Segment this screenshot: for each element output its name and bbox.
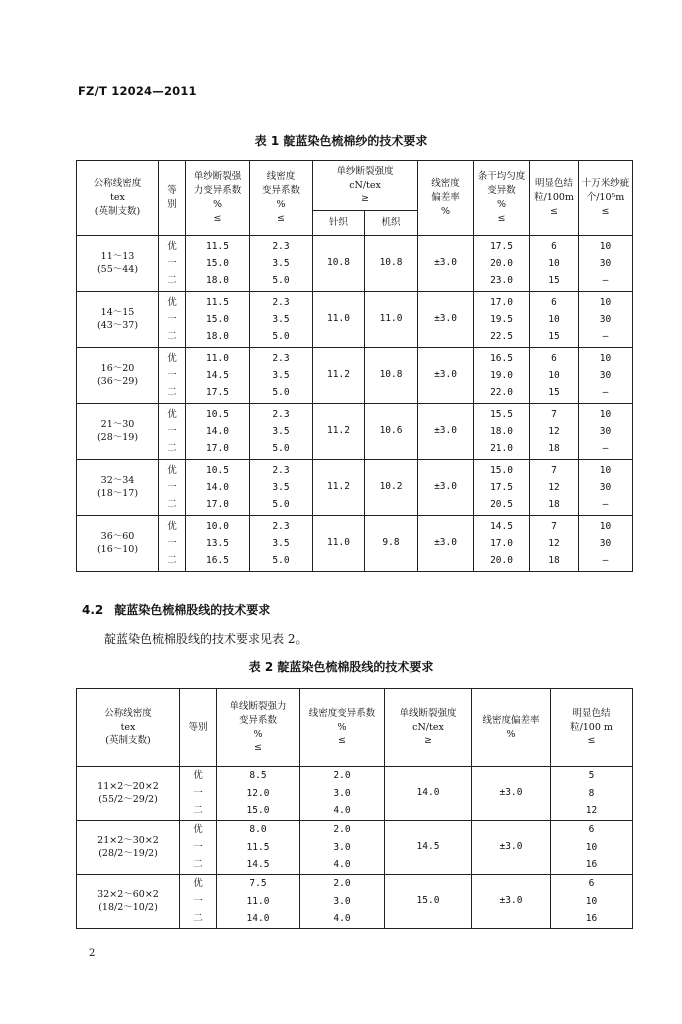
t1-evenness-cell: 15.0 17.5 20.5 [474, 460, 530, 516]
table1-caption: 表 1 靛蓝染色梳棉纱的技术要求 [254, 134, 428, 148]
t2-cv-break-cell: 8.5 12.0 15.0 [217, 767, 300, 821]
t2-header-strength: 单线断裂强度 cN/tex ≥ [385, 689, 472, 767]
t1-knit-cell: 11.2 [313, 460, 365, 516]
t1-cv-break-cell: 10.5 14.0 17.0 [186, 460, 250, 516]
t1-header-evenness: 条干均匀度 变异数 % ≤ [474, 161, 530, 236]
t1-header-neps: 明显色结 粒/100m ≤ [530, 161, 579, 236]
t2-deviation-cell: ±3.0 [472, 821, 551, 875]
t1-knit-cell: 11.2 [313, 404, 365, 460]
t2-strength-cell: 14.0 [385, 767, 472, 821]
t1-nominal-cell: 14～15 (43～37) [77, 292, 159, 348]
t2-cv-break-cell: 7.5 11.0 14.0 [217, 875, 300, 929]
t1-header-cv-density: 线密度 变异系数 % ≤ [250, 161, 313, 236]
t1-nominal-cell: 32～34 (18～17) [77, 460, 159, 516]
t2-header-cv-density: 线密度变异系数 % ≤ [300, 689, 385, 767]
t2-deviation-cell: ±3.0 [472, 875, 551, 929]
t1-header-deviation: 线密度 偏差率 % [418, 161, 474, 236]
t2-header-nominal: 公称线密度 tex (英制支数) [77, 689, 180, 767]
t1-woven-cell: 10.2 [365, 460, 418, 516]
t2-strength-cell: 14.5 [385, 821, 472, 875]
t2-neps-cell: 6 10 16 [551, 875, 633, 929]
t1-header-woven: 机织 [365, 211, 418, 236]
t2-grade-cell: 优 一 二 [180, 767, 217, 821]
table1 [76, 160, 633, 572]
section-title: 靛蓝染色梳棉股线的技术要求 [114, 603, 271, 617]
t1-grade-cell: 优 一 二 [159, 236, 186, 292]
t1-deviation-cell: ±3.0 [418, 292, 474, 348]
t2-grade-cell: 优 一 二 [180, 821, 217, 875]
t2-cv-density-cell: 2.0 3.0 4.0 [300, 767, 385, 821]
t1-deviation-cell: ±3.0 [418, 404, 474, 460]
t1-cv-density-cell: 2.3 3.5 5.0 [250, 460, 313, 516]
t1-woven-cell: 11.0 [365, 292, 418, 348]
t1-grade-cell: 优 一 二 [159, 292, 186, 348]
t2-nominal-cell: 21×2～30×2 (28/2～19/2) [77, 821, 180, 875]
t1-grade-cell: 优 一 二 [159, 348, 186, 404]
t1-cv-break-cell: 11.0 14.5 17.5 [186, 348, 250, 404]
t1-neps-cell: 7 12 18 [530, 516, 579, 572]
t2-header-cv-break: 单线断裂强力 变异系数 % ≤ [217, 689, 300, 767]
t1-neps-cell: 7 12 18 [530, 460, 579, 516]
t1-faults-cell: 10 30 — [579, 348, 633, 404]
t1-grade-cell: 优 一 二 [159, 404, 186, 460]
table-row [77, 236, 633, 292]
t2-nominal-cell: 11×2～20×2 (55/2～29/2) [77, 767, 180, 821]
section-paragraph: 靛蓝染色梳棉股线的技术要求见表 2。 [104, 632, 308, 646]
section-number: 4.2 [82, 603, 104, 617]
table-row [77, 348, 633, 404]
t1-cv-break-cell: 11.5 15.0 18.0 [186, 236, 250, 292]
table2 [76, 688, 633, 929]
t2-grade-cell: 优 一 二 [180, 875, 217, 929]
table-row [77, 292, 633, 348]
t1-grade-cell: 优 一 二 [159, 460, 186, 516]
t1-header-grade: 等 别 [159, 161, 186, 236]
table-row [77, 516, 633, 572]
t1-cv-density-cell: 2.3 3.5 5.0 [250, 348, 313, 404]
t1-cv-density-cell: 2.3 3.5 5.0 [250, 404, 313, 460]
t1-woven-cell: 9.8 [365, 516, 418, 572]
t1-nominal-cell: 36～60 (16～10) [77, 516, 159, 572]
t1-faults-cell: 10 30 — [579, 404, 633, 460]
t1-cv-break-cell: 10.0 13.5 16.5 [186, 516, 250, 572]
t2-nominal-cell: 32×2～60×2 (18/2～10/2) [77, 875, 180, 929]
t1-cv-density-cell: 2.3 3.5 5.0 [250, 292, 313, 348]
t1-header-strength: 单纱断裂强度 cN/tex ≥ [313, 161, 418, 211]
table-row [77, 821, 633, 875]
t1-deviation-cell: ±3.0 [418, 516, 474, 572]
t1-neps-cell: 6 10 15 [530, 236, 579, 292]
t1-knit-cell: 10.8 [313, 236, 365, 292]
t2-header-grade: 等别 [180, 689, 217, 767]
t1-nominal-cell: 21～30 (28～19) [77, 404, 159, 460]
t1-header-faults: 十万米纱疵 个/10⁵m ≤ [579, 161, 633, 236]
t1-faults-cell: 10 30 — [579, 236, 633, 292]
document-code: FZ/T 12024—2011 [78, 84, 197, 98]
table-row [77, 404, 633, 460]
t1-woven-cell: 10.6 [365, 404, 418, 460]
t2-cv-break-cell: 8.0 11.5 14.5 [217, 821, 300, 875]
t1-neps-cell: 6 10 15 [530, 292, 579, 348]
t1-knit-cell: 11.0 [313, 516, 365, 572]
t2-strength-cell: 15.0 [385, 875, 472, 929]
t1-cv-break-cell: 11.5 15.0 18.0 [186, 292, 250, 348]
t2-neps-cell: 5 8 12 [551, 767, 633, 821]
table-row [77, 875, 633, 929]
t1-faults-cell: 10 30 — [579, 460, 633, 516]
t1-woven-cell: 10.8 [365, 348, 418, 404]
t1-evenness-cell: 16.5 19.0 22.0 [474, 348, 530, 404]
t1-deviation-cell: ±3.0 [418, 460, 474, 516]
t1-neps-cell: 6 10 15 [530, 348, 579, 404]
t1-header-cv-break: 单纱断裂强 力变异系数 % ≤ [186, 161, 250, 236]
t1-evenness-cell: 15.5 18.0 21.0 [474, 404, 530, 460]
t1-cv-density-cell: 2.3 3.5 5.0 [250, 516, 313, 572]
t1-deviation-cell: ±3.0 [418, 236, 474, 292]
t1-cv-break-cell: 10.5 14.0 17.0 [186, 404, 250, 460]
t2-header-deviation: 线密度偏差率 % [472, 689, 551, 767]
table-row [77, 767, 633, 821]
t1-evenness-cell: 17.0 19.5 22.5 [474, 292, 530, 348]
t1-header-nominal: 公称线密度 tex (英制支数) [77, 161, 159, 236]
t2-cv-density-cell: 2.0 3.0 4.0 [300, 821, 385, 875]
section-heading [82, 601, 270, 618]
t1-deviation-cell: ±3.0 [418, 348, 474, 404]
t1-faults-cell: 10 30 — [579, 292, 633, 348]
t1-woven-cell: 10.8 [365, 236, 418, 292]
t1-cv-density-cell: 2.3 3.5 5.0 [250, 236, 313, 292]
table-row [77, 460, 633, 516]
t1-nominal-cell: 11～13 (55～44) [77, 236, 159, 292]
t1-header-knit: 针织 [313, 211, 365, 236]
t2-cv-density-cell: 2.0 3.0 4.0 [300, 875, 385, 929]
t1-evenness-cell: 14.5 17.0 20.0 [474, 516, 530, 572]
t1-knit-cell: 11.0 [313, 292, 365, 348]
t2-deviation-cell: ±3.0 [472, 767, 551, 821]
page-number: 2 [89, 948, 96, 959]
t2-neps-cell: 6 10 16 [551, 821, 633, 875]
t2-header-neps: 明显色结 粒/100 m ≤ [551, 689, 633, 767]
t1-nominal-cell: 16～20 (36～29) [77, 348, 159, 404]
t1-neps-cell: 7 12 18 [530, 404, 579, 460]
table2-caption: 表 2 靛蓝染色梳棉股线的技术要求 [248, 660, 434, 674]
t1-faults-cell: 10 30 — [579, 516, 633, 572]
t1-knit-cell: 11.2 [313, 348, 365, 404]
t1-grade-cell: 优 一 二 [159, 516, 186, 572]
t1-evenness-cell: 17.5 20.0 23.0 [474, 236, 530, 292]
